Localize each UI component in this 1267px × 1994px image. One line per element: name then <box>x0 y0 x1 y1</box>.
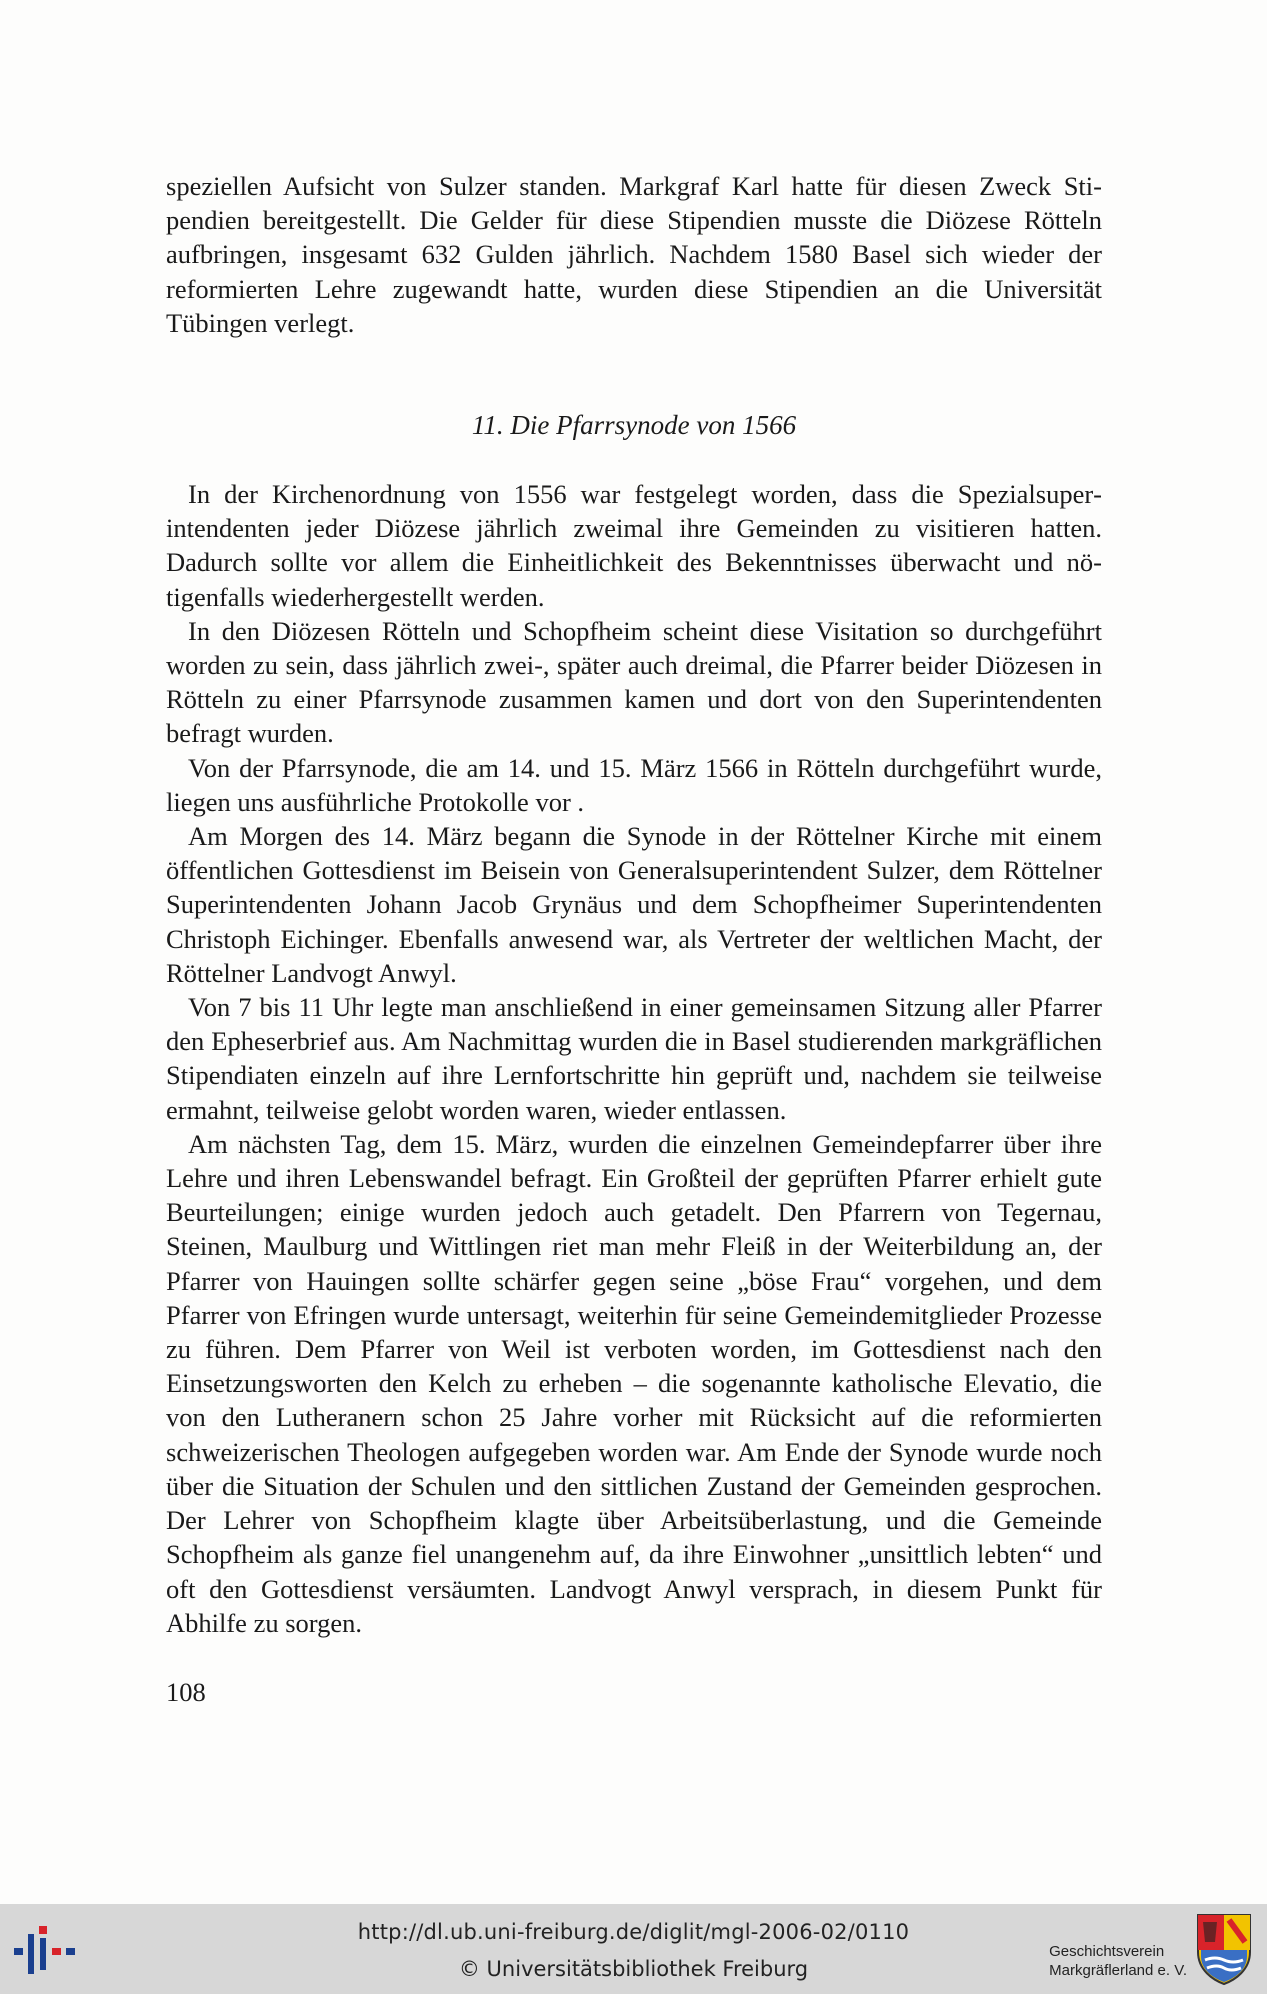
paragraph: Von 7 bis 11 Uhr legte man anschließend in einer gemeinsamen Sitzung aller Pfarrer den Epheserbrief aus. Am Nachmittag wurden die in Basel studierenden markgräflichen Stipendiaten einzeln auf ihre Lernfortschritte hin geprüft und, nachdem sie teilweise ermahnt, teilweise gelobt worden waren, wieder entlassen. <box>166 992 1102 1125</box>
paragraph: Von der Pfarrsynode, die am 14. und 15. März 1566 in Rötteln durchgeführt wurde, liegen uns ausführliche Protokolle vor . <box>166 752 1102 817</box>
organization-name <box>1049 1942 1187 1980</box>
paragraph: Am nächsten Tag, dem 15. März, wurden die einzelnen Gemeindepfarrer über ihre Lehre und ihren Lebenswandel befragt. Ein Großteil der geprüften Pfarrer erhielt gute Beurteilungen; einige wurden jedoch auch getadelt. Den Pfarrern von Tegernau, Steinen, Maulburg und Wittlingen riet man mehr Fleiß in der Weiterbildung an, der Pfarrer von Hauingen sollte schärfer gegen seine „böse Frau“ vorgehen, und dem Pfarrer von Efringen wurde untersagt, weiterhin für seine Gemeindemitglieder Prozesse zu führen. Dem Pfarrer von Weil ist verboten worden, im Gottesdienst nach den Einsetzungsworten den Kelch zu erheben – die sogenannte katholische Elevatio, die von den Lutheranern schon 25 Jahre vorher mit Rücksicht auf die reformierten schweizerischen Theologen aufgegeben worden war. Am Ende der Synode wurde noch über die Situation der Schulen und den sittlichen Zustand der Gemeinden gesprochen. Der Lehrer von Schopfheim klagte über Arbeitsüberlastung, und die Gemeinde Schopfheim als ganze fiel unangenehm auf, da ihre Einwohner „unsittlich lebten“ und oft den Gottesdienst versäumten. Landvogt Anwyl versprach, in diesem Punkt für Abhilfe zu sorgen. <box>166 1128 1102 1638</box>
copyright-text: © Universitätsbibliothek Freiburg <box>458 1957 809 1981</box>
section-body <box>166 477 1102 1640</box>
intro-paragraph-block <box>166 169 1102 340</box>
paragraph: In den Diözesen Rötteln und Schopfheim scheint diese Visitation so durchgeführt worden zu sein, dass jährlich zwei-, später auch dreimal, die Pfarrer beider Diözesen in Rötteln zu einer Pfarrsynode zusammen kamen und dort von den Superintendenten befragt wurden. <box>166 615 1102 749</box>
source-url-link[interactable]: http://dl.ub.uni-freiburg.de/diglit/mgl-2006-02/0110 <box>357 1920 910 1944</box>
page-number: 108 <box>166 1677 206 1707</box>
footer-bar <box>0 1904 1267 1994</box>
paragraph: In der Kirchenordnung von 1556 war festgelegt worden, dass die Spezialsuperintendenten jeder Diözese jährlich zweimal ihre Gemeinden zu visitieren hatten. Dadurch sollte vor allem die Einheitlichkeit des Bekenntnisses überwacht und nötigenfalls wiederhergestellt werden. <box>166 479 1102 612</box>
coat-of-arms-icon <box>1195 1912 1253 1986</box>
paragraph: Am Morgen des 14. März begann die Synode in der Röttelner Kirche mit einem öffentlichen Gottesdienst im Beisein von Generalsuperintendent Sulzer, dem Röttelner Superintendenten Johann Jacob Grynäus und dem Schopfheimer Superintendenten Christoph Eichinger. Ebenfalls anwesend war, als Vertreter der weltlichen Macht, der Röttelner Landvogt Anwyl. <box>166 821 1102 988</box>
org-line-1: Geschichtsverein <box>1049 1943 1165 1960</box>
section-heading: 11. Die Pfarrsynode von 1566 <box>471 410 797 440</box>
intro-paragraph: speziellen Aufsicht von Sulzer standen. Markgraf Karl hatte für diesen Zweck Stipendien bereitgestellt. Die Gelder für diese Stipendien musste die Diözese Rötteln aufbringen, insgesamt 632 Gulden jährlich. Nachdem 1580 Basel sich wieder der reformierten Lehre zugewandt hatte, wurden diese Stipendien an die Universität Tübingen verlegt. <box>166 171 1102 338</box>
org-line-2: Markgräflerland e. V. <box>1049 1962 1187 1979</box>
